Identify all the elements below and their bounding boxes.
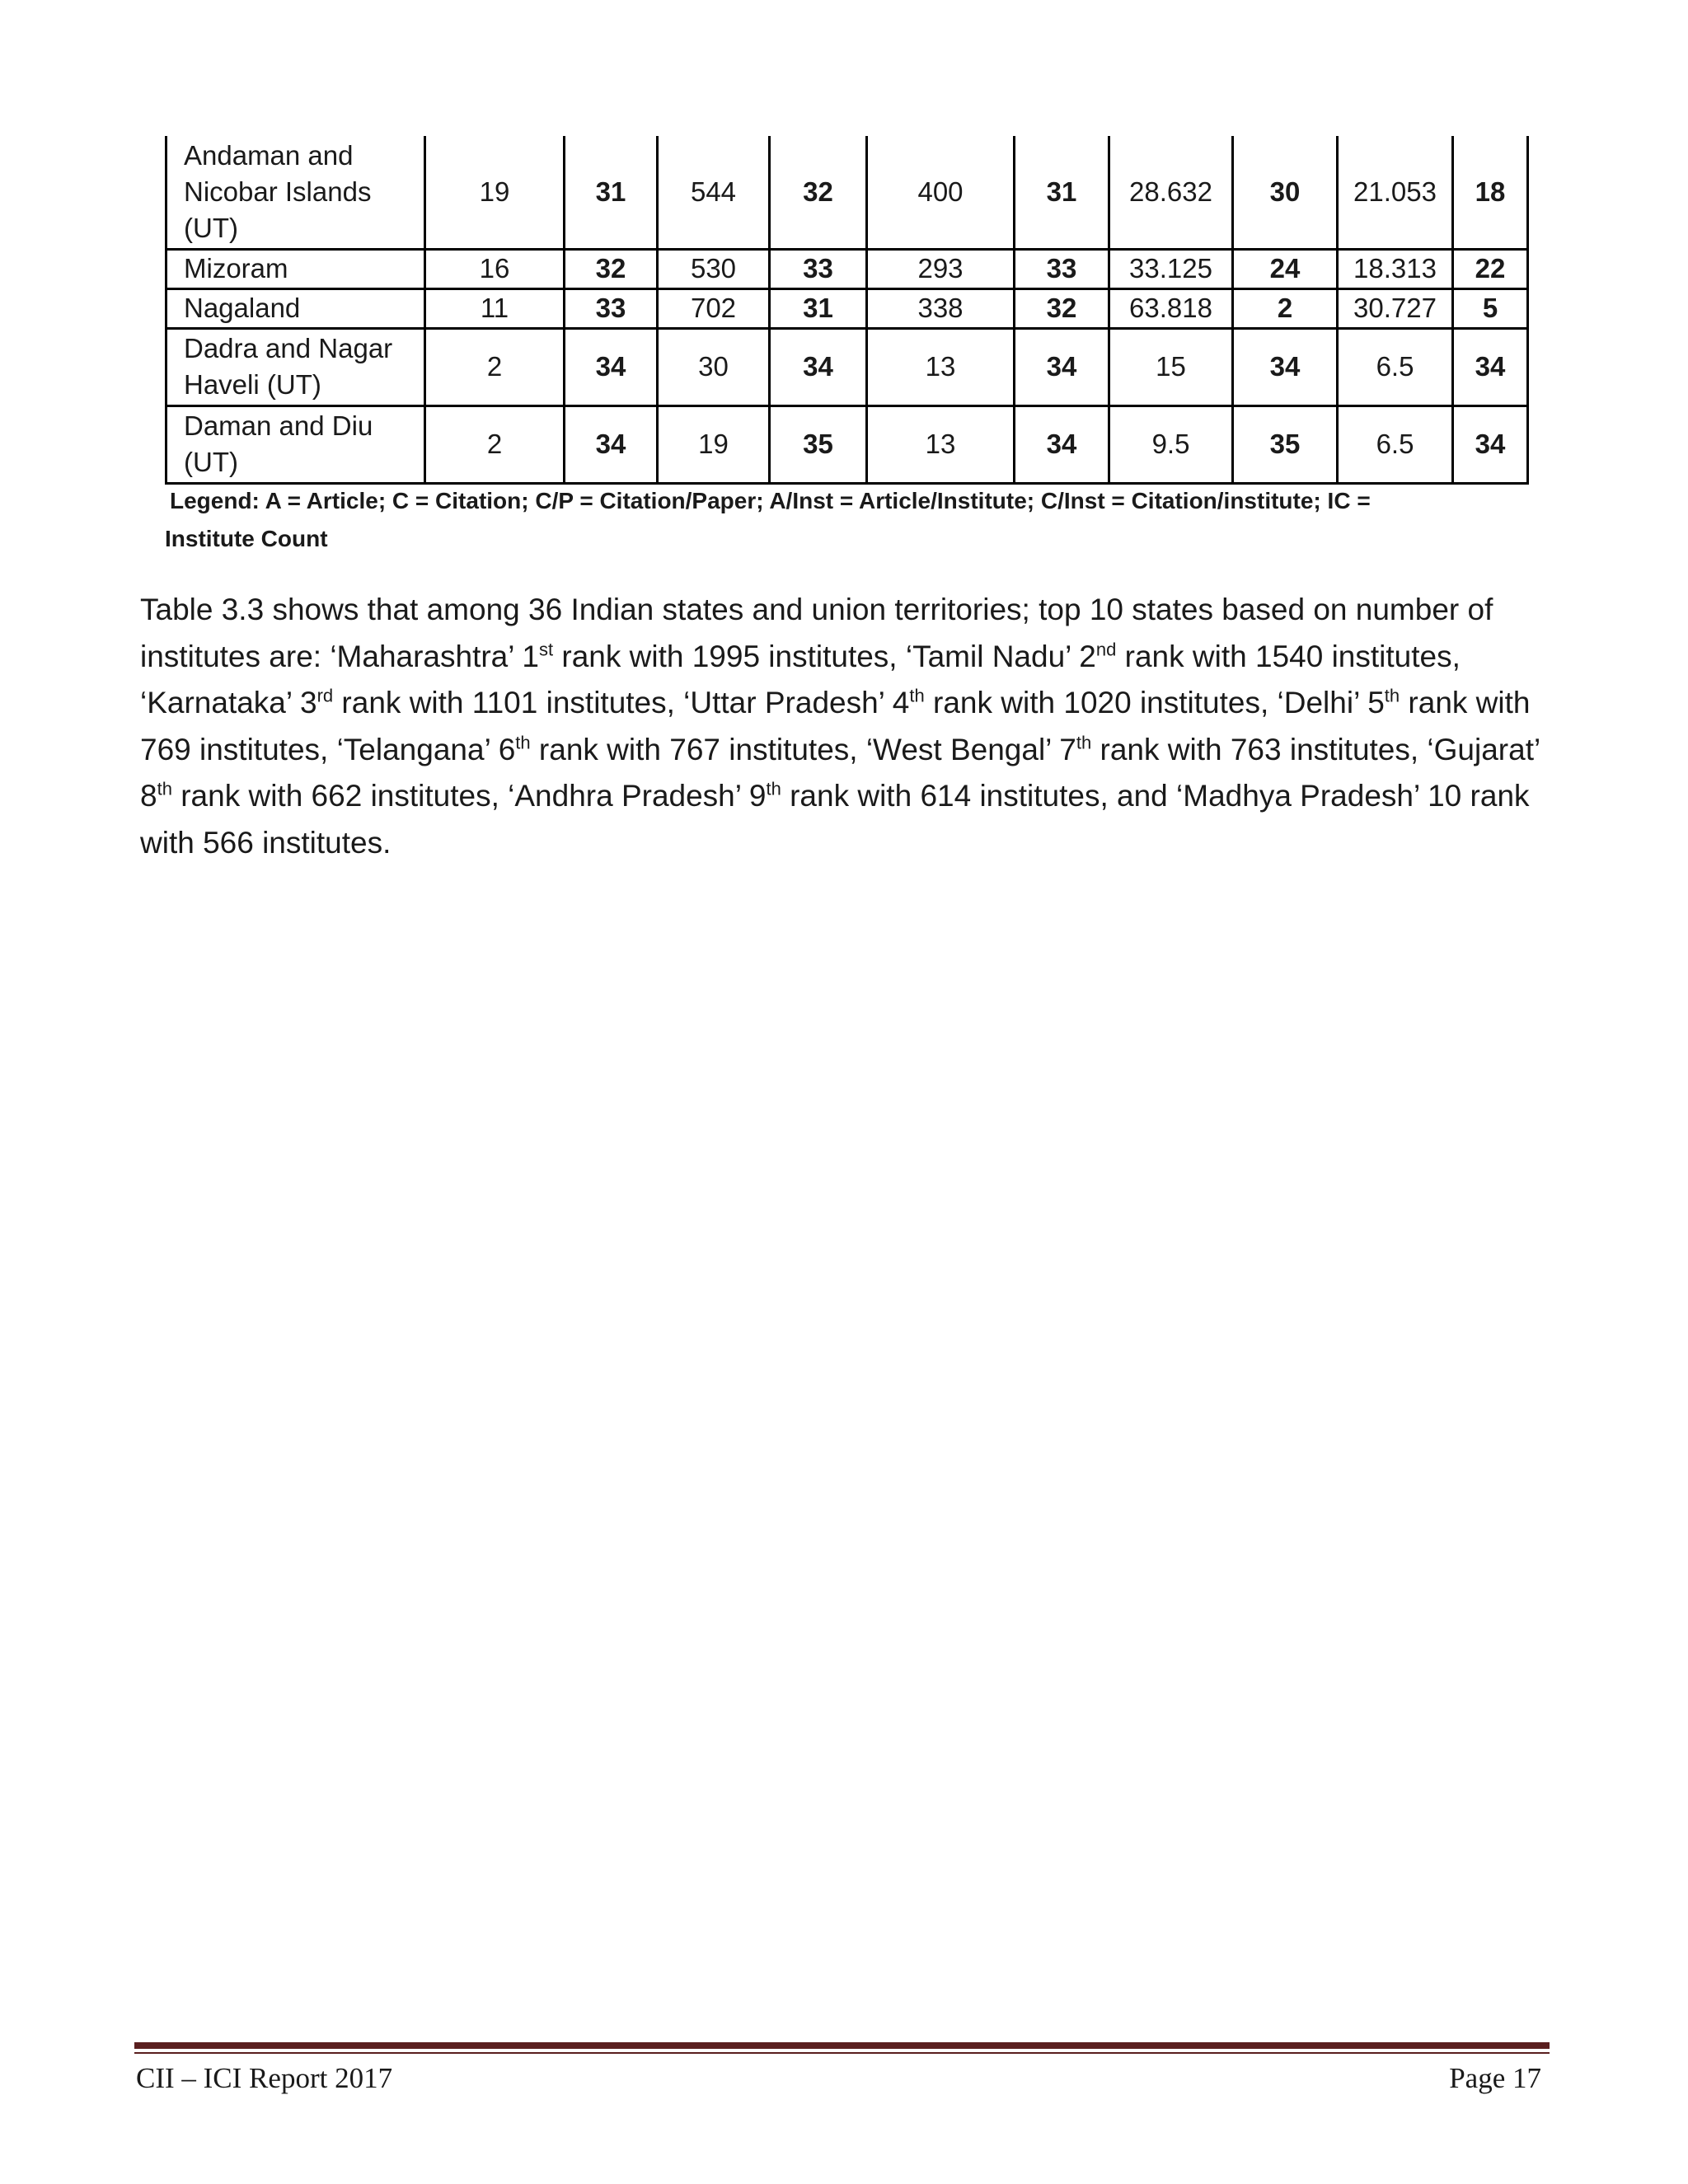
paragraph-text: rank with 1540 institutes, ‘Karnataka’ 3 xyxy=(140,639,1461,719)
paragraph-text: rank with 763 institutes, ‘Gujarat’ 8 xyxy=(140,732,1540,813)
value-cell: 30 xyxy=(658,328,770,405)
ordinal-suffix: st xyxy=(538,639,554,660)
rank-cell: 33 xyxy=(770,249,867,288)
paragraph-text: rank with 1995 institutes, ‘Tamil Nadu’ 2 xyxy=(553,639,1096,673)
value-cell: 13 xyxy=(867,328,1015,405)
table-legend xyxy=(165,482,1533,558)
paragraph-text: rank with 1101 institutes, ‘Uttar Pradesh’ 4 xyxy=(333,686,910,719)
legend-line: Institute Count xyxy=(165,526,328,551)
rank-cell: 32 xyxy=(770,136,867,249)
ordinal-suffix: th xyxy=(157,778,172,799)
value-cell: 16 xyxy=(425,249,565,288)
table-row xyxy=(166,328,1528,405)
footer-report-title: CII – ICI Report 2017 xyxy=(136,2062,393,2094)
ordinal-suffix: th xyxy=(515,732,531,753)
rank-cell: 35 xyxy=(770,405,867,483)
value-cell: 21.053 xyxy=(1338,136,1453,249)
state-cell: Dadra and Nagar Haveli (UT) xyxy=(166,328,425,405)
rank-cell: 34 xyxy=(1453,328,1528,405)
legend-line: Legend: A = Article; C = Citation; C/P = Citation/Paper; A/Inst = Article/Institute; C/Inst = Citation/institute; IC = xyxy=(170,488,1371,513)
value-cell: 293 xyxy=(867,249,1015,288)
rank-cell: 34 xyxy=(1453,405,1528,483)
value-cell: 702 xyxy=(658,288,770,328)
rank-cell: 31 xyxy=(565,136,658,249)
footer-rule xyxy=(134,2042,1550,2049)
value-cell: 6.5 xyxy=(1338,328,1453,405)
value-cell: 18.313 xyxy=(1338,249,1453,288)
rank-cell: 35 xyxy=(1233,405,1338,483)
rank-cell: 34 xyxy=(1233,328,1338,405)
value-cell: 6.5 xyxy=(1338,405,1453,483)
paragraph-text: rank with 614 institutes, and ‘Madhya Pradesh’ 10 rank with 566 institutes. xyxy=(140,779,1530,860)
rank-cell: 34 xyxy=(565,405,658,483)
table-row xyxy=(166,405,1528,483)
ordinal-suffix: nd xyxy=(1095,639,1117,660)
table-row xyxy=(166,136,1528,249)
state-cell: Daman and Diu (UT) xyxy=(166,405,425,483)
paragraph-text: Table 3.3 shows that among 36 Indian states and union territories; top 10 states based on number of institutes are: ‘Maharashtra’ 1 xyxy=(140,593,1493,673)
footer-rule xyxy=(134,2052,1550,2054)
table-row xyxy=(166,249,1528,288)
state-ranking-table xyxy=(165,136,1529,485)
ordinal-suffix: th xyxy=(766,778,781,799)
value-cell: 33.125 xyxy=(1109,249,1233,288)
value-cell: 400 xyxy=(867,136,1015,249)
value-cell: 63.818 xyxy=(1109,288,1233,328)
state-cell: Mizoram xyxy=(166,249,425,288)
value-cell: 30.727 xyxy=(1338,288,1453,328)
rank-cell: 34 xyxy=(1015,328,1109,405)
state-cell: Andaman and Nicobar Islands (UT) xyxy=(166,136,425,249)
paragraph-text: rank with 662 institutes, ‘Andhra Pradesh’ 9 xyxy=(171,779,767,813)
rank-cell: 22 xyxy=(1453,249,1528,288)
value-cell: 11 xyxy=(425,288,565,328)
footer-page-number: Page 17 xyxy=(1449,2062,1541,2094)
value-cell: 2 xyxy=(425,328,565,405)
rank-cell: 32 xyxy=(1015,288,1109,328)
ordinal-suffix: th xyxy=(909,685,925,706)
ordinal-suffix: rd xyxy=(316,685,334,706)
value-cell: 338 xyxy=(867,288,1015,328)
rank-cell: 34 xyxy=(565,328,658,405)
rank-cell: 5 xyxy=(1453,288,1528,328)
value-cell: 28.632 xyxy=(1109,136,1233,249)
value-cell: 530 xyxy=(658,249,770,288)
value-cell: 2 xyxy=(425,405,565,483)
rank-cell: 30 xyxy=(1233,136,1338,249)
value-cell: 15 xyxy=(1109,328,1233,405)
value-cell: 19 xyxy=(658,405,770,483)
ordinal-suffix: th xyxy=(1384,685,1400,706)
rank-cell: 24 xyxy=(1233,249,1338,288)
rank-cell: 2 xyxy=(1233,288,1338,328)
rank-cell: 18 xyxy=(1453,136,1528,249)
body-paragraph xyxy=(140,587,1541,866)
table-row xyxy=(166,288,1528,328)
value-cell: 544 xyxy=(658,136,770,249)
rank-cell: 31 xyxy=(770,288,867,328)
ordinal-suffix: th xyxy=(1076,732,1092,753)
rank-cell: 34 xyxy=(770,328,867,405)
rank-cell: 33 xyxy=(565,288,658,328)
rank-cell: 33 xyxy=(1015,249,1109,288)
paragraph-text: rank with 767 institutes, ‘West Bengal’ 7 xyxy=(530,732,1076,766)
value-cell: 13 xyxy=(867,405,1015,483)
value-cell: 9.5 xyxy=(1109,405,1233,483)
paragraph-text: rank with 1020 institutes, ‘Delhi’ 5 xyxy=(924,686,1385,719)
rank-cell: 32 xyxy=(565,249,658,288)
state-cell: Nagaland xyxy=(166,288,425,328)
rank-cell: 34 xyxy=(1015,405,1109,483)
paragraph-text: rank with 769 institutes, ‘Telangana’ 6 xyxy=(140,686,1531,766)
rank-cell: 31 xyxy=(1015,136,1109,249)
value-cell: 19 xyxy=(425,136,565,249)
